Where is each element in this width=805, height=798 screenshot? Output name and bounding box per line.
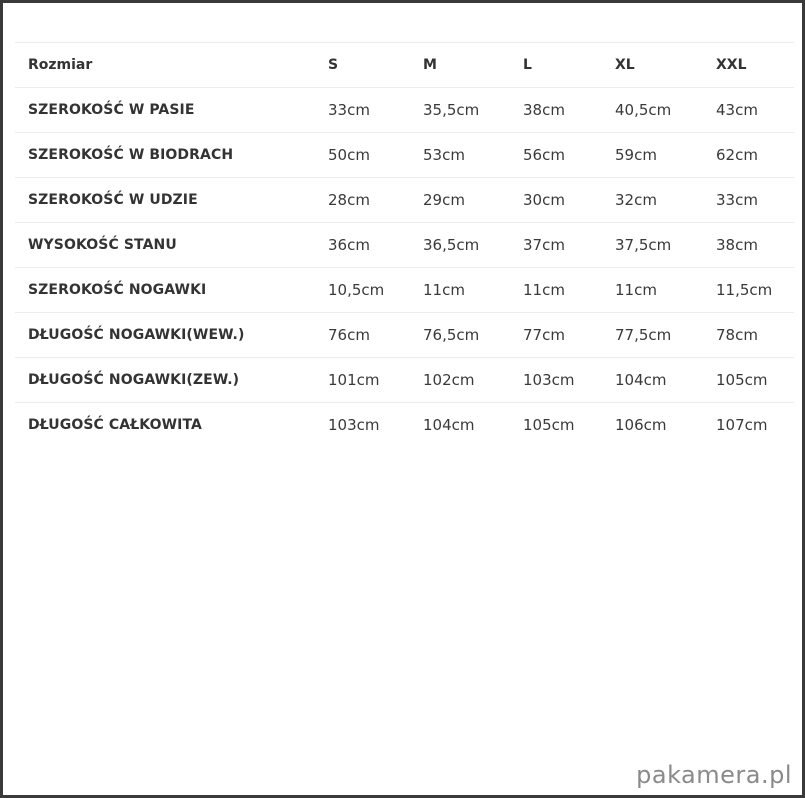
- table-cell: 43cm: [703, 88, 794, 133]
- table-header-row: [15, 43, 794, 88]
- table-cell: 36,5cm: [410, 223, 510, 268]
- table-row: [15, 268, 794, 313]
- table-cell: 62cm: [703, 133, 794, 178]
- row-label: SZEROKOŚĆ W PASIE: [15, 88, 315, 133]
- table-cell: 103cm: [315, 403, 410, 448]
- table-cell: 104cm: [602, 358, 703, 403]
- pakamera-watermark: pakamera.pl: [636, 761, 792, 789]
- table-row: [15, 313, 794, 358]
- header-cell-s: S: [315, 43, 410, 88]
- row-label: SZEROKOŚĆ NOGAWKI: [15, 268, 315, 313]
- row-label: DŁUGOŚĆ NOGAWKI(ZEW.): [15, 358, 315, 403]
- row-label: DŁUGOŚĆ CAŁKOWITA: [15, 403, 315, 448]
- table-row: [15, 223, 794, 268]
- table-cell: 33cm: [703, 178, 794, 223]
- table-row: [15, 88, 794, 133]
- row-label: DŁUGOŚĆ NOGAWKI(WEW.): [15, 313, 315, 358]
- table-cell: 56cm: [510, 133, 602, 178]
- table-cell: 105cm: [703, 358, 794, 403]
- table-cell: 11,5cm: [703, 268, 794, 313]
- table-cell: 107cm: [703, 403, 794, 448]
- table-cell: 29cm: [410, 178, 510, 223]
- table-cell: 76,5cm: [410, 313, 510, 358]
- header-cell-m: M: [410, 43, 510, 88]
- table-cell: 77cm: [510, 313, 602, 358]
- table-cell: 102cm: [410, 358, 510, 403]
- table-cell: 105cm: [510, 403, 602, 448]
- table-cell: 11cm: [602, 268, 703, 313]
- table-cell: 77,5cm: [602, 313, 703, 358]
- row-label: SZEROKOŚĆ W BIODRACH: [15, 133, 315, 178]
- table-cell: 40,5cm: [602, 88, 703, 133]
- table-cell: 78cm: [703, 313, 794, 358]
- table-cell: 106cm: [602, 403, 703, 448]
- table-cell: 53cm: [410, 133, 510, 178]
- header-cell-xl: XL: [602, 43, 703, 88]
- table-row: [15, 358, 794, 403]
- table-cell: 38cm: [510, 88, 602, 133]
- table-cell: 36cm: [315, 223, 410, 268]
- table-cell: 37cm: [510, 223, 602, 268]
- table-cell: 38cm: [703, 223, 794, 268]
- table-cell: 37,5cm: [602, 223, 703, 268]
- table-cell: 103cm: [510, 358, 602, 403]
- table-cell: 30cm: [510, 178, 602, 223]
- table-row: [15, 403, 794, 448]
- row-label: SZEROKOŚĆ W UDZIE: [15, 178, 315, 223]
- table-cell: 10,5cm: [315, 268, 410, 313]
- header-cell-xxl: XXL: [703, 43, 794, 88]
- table-cell: 59cm: [602, 133, 703, 178]
- table-cell: 32cm: [602, 178, 703, 223]
- table-cell: 35,5cm: [410, 88, 510, 133]
- row-label: WYSOKOŚĆ STANU: [15, 223, 315, 268]
- header-cell-l: L: [510, 43, 602, 88]
- table-cell: 76cm: [315, 313, 410, 358]
- header-cell-size-label: Rozmiar: [15, 43, 315, 88]
- table-cell: 28cm: [315, 178, 410, 223]
- table-cell: 101cm: [315, 358, 410, 403]
- table-cell: 11cm: [410, 268, 510, 313]
- table-cell: 33cm: [315, 88, 410, 133]
- table-cell: 104cm: [410, 403, 510, 448]
- table-cell: 50cm: [315, 133, 410, 178]
- table-cell: 11cm: [510, 268, 602, 313]
- size-table: [15, 42, 794, 447]
- table-row: [15, 133, 794, 178]
- table-row: [15, 178, 794, 223]
